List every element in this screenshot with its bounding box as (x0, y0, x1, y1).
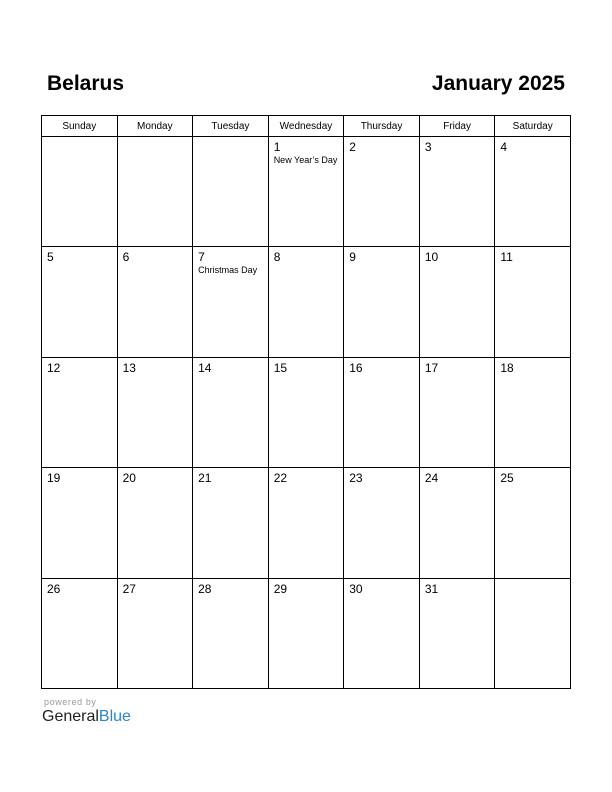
day-number: 6 (122, 250, 130, 265)
day-number (193, 137, 268, 140)
day-number: 3 (424, 140, 432, 154)
day-cell (495, 578, 571, 688)
weekday-header: Tuesday (193, 116, 269, 137)
day-number (495, 579, 570, 582)
day-number: 7 (198, 250, 205, 265)
day-number (118, 137, 193, 140)
calendar-grid (41, 115, 571, 689)
day-cell (268, 357, 344, 467)
day-number: 24 (424, 471, 439, 486)
day-number: 26 (47, 581, 61, 596)
country-title: Belarus (47, 72, 125, 95)
day-number: 1 (273, 140, 281, 154)
day-cell (42, 468, 118, 578)
day-number: 28 (198, 581, 212, 596)
holiday-label: Christmas Day (198, 265, 258, 276)
day-cell (419, 578, 495, 688)
day-number: 20 (122, 471, 136, 486)
day-cell (495, 247, 571, 357)
day-cell (193, 357, 269, 467)
holiday-label: New Year’s Day (273, 155, 338, 165)
day-number: 19 (47, 471, 61, 486)
day-number: 29 (273, 581, 288, 596)
day-cell (268, 468, 344, 578)
calendar-body (42, 137, 571, 689)
day-number: 4 (500, 140, 508, 154)
brand-logo-general: General (42, 708, 99, 725)
weekday-header: Monday (117, 116, 193, 137)
weekday-header: Friday (419, 116, 495, 137)
day-number: 9 (349, 250, 356, 265)
day-cell (344, 578, 420, 688)
day-number: 15 (273, 360, 288, 375)
day-cell (344, 357, 420, 467)
brand-logo-blue: Blue (98, 708, 131, 725)
day-cell (419, 357, 495, 467)
month-year-title: January 2025 (431, 72, 565, 95)
day-cell (117, 578, 193, 688)
day-cell (268, 578, 344, 688)
day-cell (193, 578, 269, 688)
day-cell (419, 247, 495, 357)
day-number: 10 (424, 250, 439, 265)
day-cell (42, 357, 118, 467)
day-number: 12 (47, 360, 61, 375)
day-cell (268, 137, 344, 247)
day-cell (344, 468, 420, 578)
day-cell (495, 357, 571, 467)
weekday-header: Wednesday (268, 116, 344, 137)
day-cell (495, 468, 571, 578)
day-number: 14 (198, 360, 212, 375)
day-number: 18 (500, 360, 514, 375)
day-number: 31 (424, 581, 439, 596)
day-cell (495, 137, 571, 247)
day-cell (344, 137, 420, 247)
weekday-header: Saturday (495, 116, 571, 137)
day-number: 5 (47, 250, 54, 265)
day-number: 16 (349, 360, 363, 375)
day-cell (117, 137, 193, 247)
day-cell (419, 468, 495, 578)
day-number: 13 (122, 360, 136, 375)
week-row (42, 468, 571, 578)
day-number: 30 (349, 581, 363, 596)
day-number: 25 (500, 471, 514, 486)
day-cell (268, 247, 344, 357)
day-number: 17 (424, 360, 439, 375)
day-cell (117, 247, 193, 357)
day-number: 21 (198, 471, 212, 486)
day-number: 2 (349, 140, 356, 154)
day-cell (419, 137, 495, 247)
powered-by-label: powered by (44, 697, 97, 707)
week-row (42, 137, 571, 247)
day-cell (193, 468, 269, 578)
day-cell (117, 468, 193, 578)
weekday-header: Thursday (344, 116, 420, 137)
day-cell (193, 137, 269, 247)
day-cell (344, 247, 420, 357)
day-cell (42, 578, 118, 688)
day-cell (42, 247, 118, 357)
weekday-header-row (42, 116, 571, 137)
day-number: 8 (273, 250, 281, 265)
day-number: 22 (273, 471, 288, 486)
week-row (42, 247, 571, 357)
day-cell (193, 247, 269, 357)
week-row (42, 357, 571, 467)
day-cell (42, 137, 118, 247)
day-number: 23 (349, 471, 363, 486)
day-number: 27 (122, 581, 136, 596)
brand-logo (42, 707, 131, 727)
day-cell (117, 357, 193, 467)
day-number: 11 (500, 250, 513, 265)
day-number (42, 137, 117, 140)
weekday-header: Sunday (42, 116, 118, 137)
week-row (42, 578, 571, 688)
